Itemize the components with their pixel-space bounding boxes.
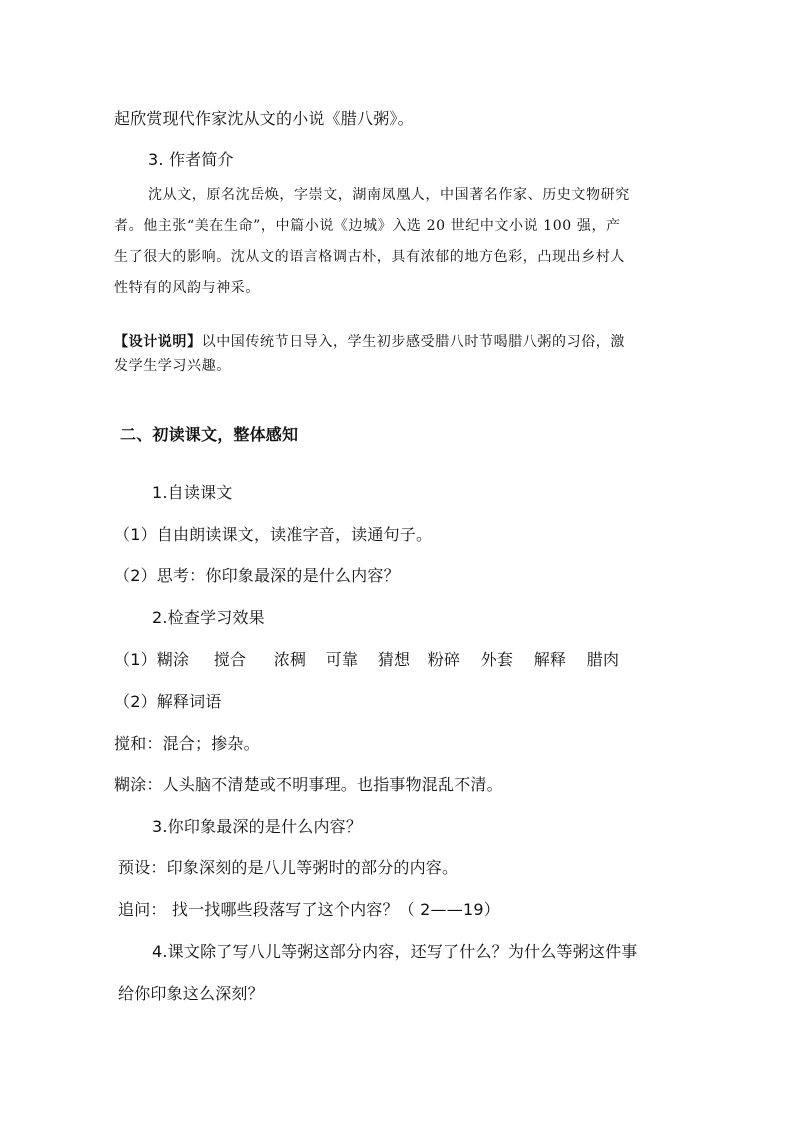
item2-sub2: （2）解释词语	[114, 692, 222, 711]
author-heading: 3. 作者简介	[148, 150, 234, 169]
author-para-line: 者。他主张“美在生命”，中篇小说《边城》入选 20 世纪中文小说 100 强，产	[114, 218, 621, 234]
item2-title: 2.检查学习效果	[152, 608, 265, 627]
vocab-word: 粉碎	[427, 650, 461, 669]
item4-line: 4.课文除了写八儿等粥这部分内容，还写了什么？为什么等粥这件事	[152, 942, 638, 961]
design-note-line	[114, 335, 625, 349]
vocab-word: 搅合	[213, 650, 247, 669]
design-note-label: 【设计说明】	[114, 334, 202, 350]
definition: 糊涂：人头脑不清楚或不明事理。也指事物混乱不清。	[114, 775, 503, 794]
item4-line: 给你印象这么深刻？	[118, 984, 264, 1003]
item3-followup: 追问： 找一找哪些段落写了这个内容？（ 2——19）	[118, 900, 500, 919]
item3-preset: 预设：印象深刻的是八儿等粥时的部分的内容。	[118, 858, 459, 877]
vocab-word: 浓稠	[273, 650, 307, 669]
design-note-text: 以中国传统节日导入，学生初步感受腊八时节喝腊八粥的习俗，激	[201, 334, 626, 350]
vocab-prefix: （1）	[114, 650, 157, 669]
intro-line: 起欣赏现代作家沈从文的小说《腊八粥》。	[114, 109, 414, 128]
design-note-line: 发学生学习兴趣。	[114, 358, 231, 374]
vocab-list	[114, 652, 619, 668]
vocab-word: 解释	[533, 650, 567, 669]
item3-title: 3.你印象最深的是什么内容？	[152, 817, 363, 836]
section2-heading: 二、初读课文，整体感知	[120, 425, 299, 444]
vocab-word: 猜想	[377, 650, 411, 669]
item1-title: 1.自读课文	[152, 483, 233, 502]
item1-sub2: （2）思考：你印象最深的是什么内容？	[114, 566, 400, 585]
vocab-word: 可靠	[325, 650, 359, 669]
author-para-line: 沈从文，原名沈岳焕，字崇文，湖南凤凰人，中国著名作家、历史文物研究	[148, 187, 630, 203]
author-para-line: 性特有的风韵与神采。	[114, 280, 260, 296]
author-para-line: 生了很大的影响。沈从文的语言格调古朴，具有浓郁的地方色彩，凸现出乡村人	[114, 249, 625, 265]
vocab-word: 外套	[480, 650, 514, 669]
item1-sub1: （1）自由朗读课文，读准字音，读通句子。	[114, 525, 433, 544]
definition: 搅和：混合；掺杂。	[114, 734, 260, 753]
vocab-word: 糊涂	[156, 650, 190, 669]
vocab-word: 腊肉	[586, 650, 620, 669]
